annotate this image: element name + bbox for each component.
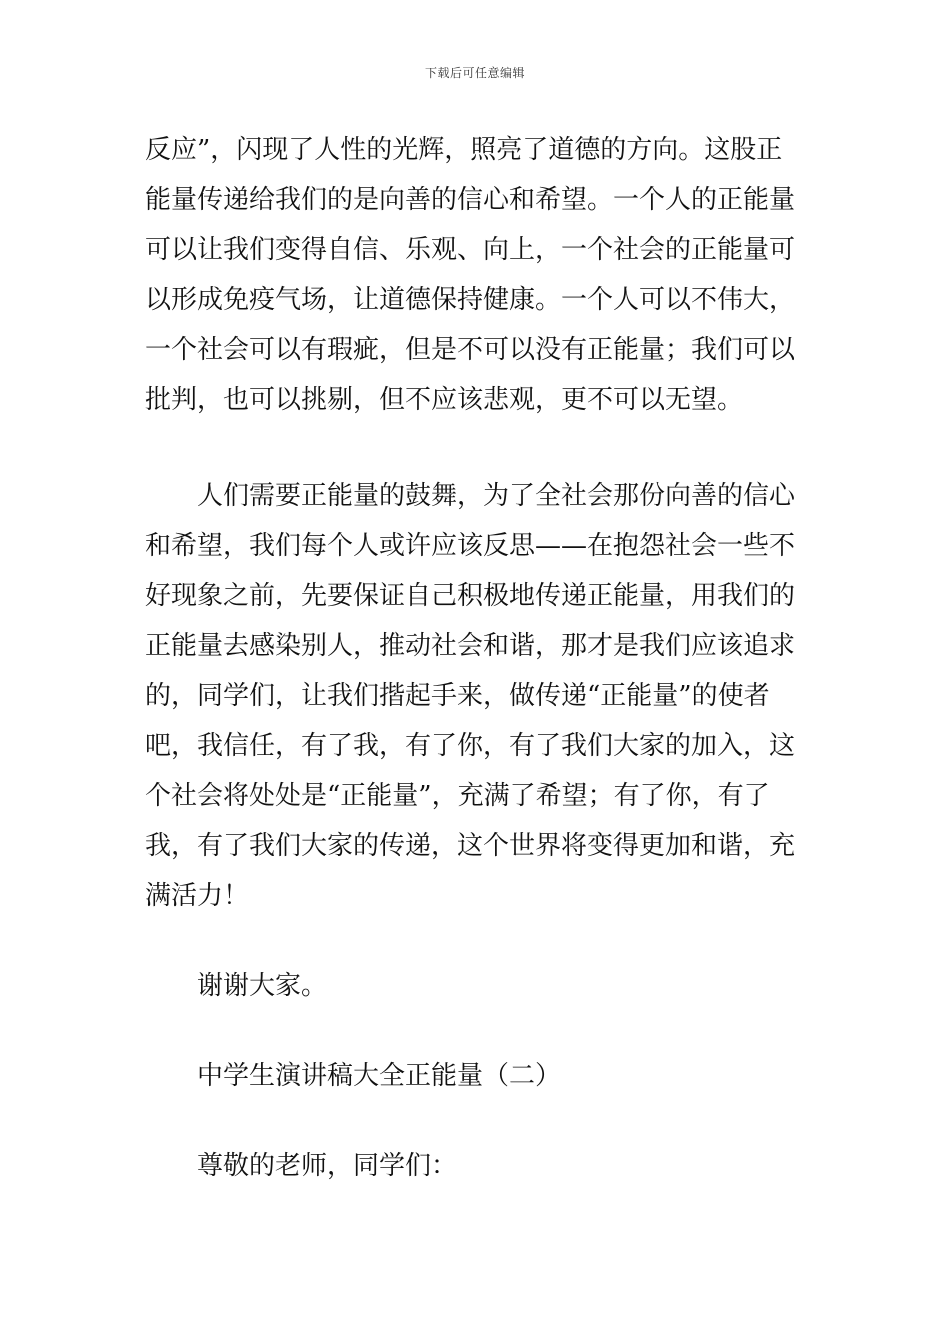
page-header: 下载后可任意编辑 — [424, 66, 525, 80]
paragraph-line: 反应”，闪现了人性的光辉，照亮了道德的方向。这股正 — [145, 135, 783, 165]
paragraph-line: 好现象之前，先要保证自己积极地传递正能量，用我们的 — [145, 581, 796, 611]
paragraph-salutation — [145, 1141, 805, 1191]
paragraph-line: 个社会将处处是“正能量”，充满了希望；有了你，有了 — [145, 781, 770, 811]
paragraph-line: 尊敬的老师，同学们： — [197, 1151, 458, 1181]
paragraph-line: 批判，也可以挑剔，但不应该悲观，更不可以无望。 — [145, 385, 744, 415]
section-title — [145, 1051, 805, 1101]
paragraph-line: 可以让我们变得自信、乐观、向上，一个社会的正能量可 — [145, 235, 796, 265]
paragraph-spacer — [145, 1101, 805, 1141]
paragraph-spacer — [145, 921, 805, 961]
paragraph-line: 我，有了我们大家的传递，这个世界将变得更加和谐，充 — [145, 831, 796, 861]
paragraph-line: 谢谢大家。 — [197, 971, 328, 1001]
section-title-line: 中学生演讲稿大全正能量（二） — [197, 1061, 562, 1091]
paragraph-line: 的，同学们，让我们揩起手来，做传递“正能量”的使者 — [145, 681, 770, 711]
paragraph-thanks — [145, 961, 805, 1011]
paragraph-line: 能量传递给我们的是向善的信心和希望。一个人的正能量 — [145, 185, 796, 215]
paragraph-spacer — [145, 425, 805, 471]
paragraph-line: 满活力！ — [145, 881, 250, 911]
paragraph-line: 人们需要正能量的鼓舞，为了全社会那份向善的信心 — [197, 481, 796, 511]
paragraph-2 — [145, 471, 805, 921]
paragraph-line: 一个社会可以有瑕疵，但是不可以没有正能量；我们可以 — [145, 335, 796, 365]
paragraph-1 — [145, 125, 805, 425]
paragraph-line: 正能量去感染别人，推动社会和谐，那才是我们应该追求 — [145, 631, 796, 661]
paragraph-line: 吧，我信任，有了我，有了你，有了我们大家的加入，这 — [145, 731, 796, 761]
paragraph-line: 和希望，我们每个人或许应该反思——在抱怨社会一些不 — [145, 531, 796, 561]
paragraph-spacer — [145, 1011, 805, 1051]
document-body — [145, 125, 805, 1191]
paragraph-line: 以形成免疫气场，让道德保持健康。一个人可以不伟大， — [145, 285, 796, 315]
